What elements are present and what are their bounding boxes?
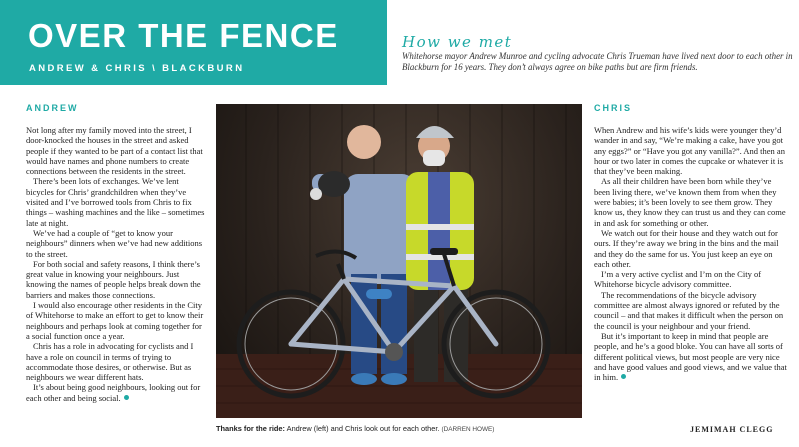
andrew-paragraph: For both social and safety reasons, I think there’s great value in knowing your neighbours. Just knowing the names of people helps break down the barriers and makes those connections. [26,258,201,300]
intro-text: Whitehorse mayor Andrew Munroe and cycling advocate Chris Trueman have lived next door to each other in Blackburn for 16 years. They don’t always agree on bike paths but are firm friends. [402,51,793,72]
andrew-heading: ANDREW [26,103,79,113]
header-banner [0,0,387,85]
chris-paragraph: I’m a very active cyclist and I’m on the City of Whitehorse bicycle advisory committee. [594,269,762,290]
photo-caption [216,424,586,433]
andrew-column [26,125,206,403]
chris-heading: CHRIS [594,103,633,113]
feature-photo [216,104,582,418]
end-mark-icon [124,395,129,400]
andrew-paragraph-text: It’s about being good neighbours, looking out for each other and being social. [26,382,201,403]
andrew-paragraph: Chris has a role in advocating for cyclists and I have a role on council in terms of trying to accommodate those desires, or otherwise. But as neighbours we wear different hats. [26,341,194,383]
chris-paragraph: As all their children have been born while they’ve been living there, we’ve known them from when they were babies; it’s been lovely to see them grow. They know us, they know they can trust us and they can come in and ask for something or other. [594,176,786,228]
chris-paragraph: We watch out for their house and they watch out for ours. If they’re away we bring in the bins and the mail and they do the same for us. You just keep an eye on each other. [594,227,779,269]
page-subtitle: ANDREW & CHRIS \ BLACKBURN [29,63,245,74]
andrew-paragraph: We’ve had a couple of “get to know your neighbours” dinners when we’ve had new additions to the street. [26,227,203,259]
photo-illustration [216,104,582,418]
chris-paragraph: The recommendations of the bicycle advisory committee are almost always ignored or refuted by the council – and that makes it difficult when the person on the council is your neighbour and your friend. [594,289,784,331]
chris-paragraph: When Andrew and his wife’s kids were younger they’d wander in and say, “We’re making a cake, have you got any eggs?” or “Have you got any vanilla?”. And then an hour or two later in comes the cupcake or whatever it is that they’ve been making. [594,125,785,177]
author-byline: JEMIMAH CLEGG [690,425,774,434]
andrew-paragraph: I would also encourage other residents in the City of Whitehorse to make an effort to get to know their neighbours and perhaps look at coming together for a social function once a year. [26,300,204,341]
intro-block [402,33,797,73]
andrew-paragraph: Not long after my family moved into the street, I door-knocked the houses in the street and asked people if they wanted to be part of a contact list that would have names and phone numbers to create connections between the residents in the street. [26,125,203,177]
chris-paragraph-text: But it’s important to keep in mind that people are people, and he’s a good bloke. You can have all sorts of different political views, but most people are very nice and have good values and good views, and we value that in him. [594,330,787,383]
caption-credit: (DARREN HOWE) [441,426,495,433]
andrew-paragraph: There’s been lots of exchanges. We’ve lent bicycles for Chris’ grandchildren when they’ve visited and I’ve borrowed tools from Chris to fix things – washing machines and the like – sometimes late at night. [26,176,205,228]
caption-lead: Thanks for the ride: [216,424,285,433]
andrew-paragraph-last [26,382,206,403]
caption-text: Andrew (left) and Chris look out for each other. [285,424,442,433]
intro-heading: How we met [402,33,513,51]
chris-column [594,125,789,382]
chris-paragraph-last [594,331,789,382]
page-title: OVER THE FENCE [28,17,339,54]
end-mark-icon [621,374,626,379]
